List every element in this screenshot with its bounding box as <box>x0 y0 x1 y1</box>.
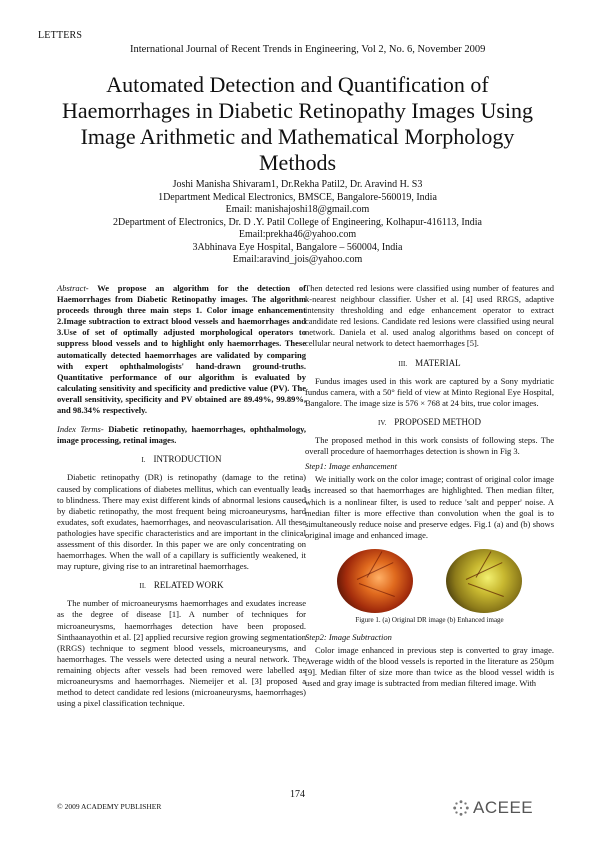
page-number: 174 <box>290 789 305 800</box>
related-work-continued: Then detected red lesions were classified using number of features and k-nearest neighbour classifier. Usher et al. [4] used RRGS, adaptive intensity thresholding and edge enhancement operator to extract candidate red lesions. Candidate red lesions were classified using neural network. Daniela et al. used analog algorithms based on concept of cellular neural network to detect haemorrhages [5]. <box>305 283 554 349</box>
aceee-logo-text: ACEEE <box>473 798 534 817</box>
index-terms <box>57 424 306 446</box>
section-heading-introduction: I. INTRODUCTION <box>141 454 222 465</box>
enhanced-image <box>446 549 522 613</box>
aceee-logo <box>452 798 533 818</box>
original-dr-image <box>337 549 413 613</box>
introduction-text: Diabetic retinopathy (DR) is retinopathy (damage to the retina) caused by complications of diabetes mellitus, which can eventually lead to blindness. There may exist different kinds of abnormal lesions caused by diabetic retinopathy, the most frequent being microaneurysms, hard exudates, soft exudates, haemorrhages, and neovascularisation. All these pathologies have specific characteristics and are important in the clinical assessment of this disorder. In this paper we are only concentrating on haemorrhages. When the wall of a capillary is sufficiently weakened, it may rupture, giving rise to an intraretinal haemorrhages. <box>57 472 306 572</box>
step1-text: We initially work on the color image; contrast of original color image is increased so that haemorrhages are highlighted. Then median filter, which is a nonlinear filter, is used to reduce 'salt and pepper' noise. A median filter is more effective than convolution when the goal is to simultaneously reduce noise and preserve edges. Fig.1 (a) and (b) shows original image and enhanced image. <box>305 474 554 540</box>
aceee-star-icon <box>452 799 470 817</box>
step2-text: Color image enhanced in previous step is converted to gray image. Average width of the blood vessels is reported in the literature as 250μm [9]. Median filter of size more than twice as the blood vessel width is used and gray image is subtracted from median filtered image. With <box>305 645 554 689</box>
index-terms-label: Index Terms- <box>57 424 104 435</box>
section-heading-related-work: II. RELATED WORK <box>139 580 224 591</box>
affiliation-3: 3Abhinava Eye Hospital, Bangalore – 560004, India <box>192 241 403 253</box>
email-3: Email:aravind_jois@yahoo.com <box>232 254 363 265</box>
journal-header: International Journal of Recent Trends in Engineering, Vol 2, No. 6, November 2009 <box>130 44 486 55</box>
related-work-text: The number of microaneurysms haemorrhages and exudates increase as the degree of disease [1]. A number of techniques for microaneurysms, haemorrhages detection have been proposed. Sinthaanayothin et al. [2] applied recursive region growing segmentation (RRGS) technique to segment blood vessels, microaneurysms, and haemorrhages. The vessels were detected using a neural network. The remaining objects after vessels had been removed were labelled as microaneurysms and haemorrhages. Niemeijer et al. [3] proposed a method to detect candidate red lesions (microaneurysms, haemorrhages) using a pixel classification technique. <box>57 598 306 709</box>
right-column <box>305 283 554 689</box>
figure-1 <box>305 547 554 615</box>
copyright: © 2009 ACADEMY PUBLISHER <box>57 802 162 811</box>
abstract-label: Abstract- <box>57 283 89 293</box>
email-1: Email: manishajoshi18@gmail.com <box>225 204 370 215</box>
step2-heading: Step2: Image Subtraction <box>305 631 392 642</box>
author-block <box>40 179 555 267</box>
section-heading-method: IV. PROPOSED METHOD <box>378 416 481 427</box>
material-text: Fundus images used in this work are captured by a Sony mydriatic fundus camera, with a 50° field of view at Minto Regional Eye Hospital, Bangalore. The image size is 576 × 768 at 24 bits, true color images. <box>305 375 554 408</box>
email-2: Email:prekha46@yahoo.com <box>238 229 357 240</box>
affiliation-2: 2Department of Electronics, Dr. D .Y. Patil College of Engineering, Kolhapur-416113, India <box>113 216 482 228</box>
affiliation-1: 1Department Medical Electronics, BMSCE, Bangalore-560019, India <box>158 191 437 203</box>
left-column <box>57 283 306 709</box>
paper-title: Automated Detection and Quantification of Haemorrhages in Diabetic Retinopathy Images Using Image Arithmetic and Mathematical Morphology Methods <box>61 72 534 175</box>
step1-heading: Step1: Image enhancement <box>305 461 398 472</box>
method-text: The proposed method in this work consists of following steps. The overall procedure of haemorrhages detection is shown in Fig 3. <box>305 435 554 457</box>
abstract-text: We propose an algorithm for the detection of Haemorrhages from Diabetic Retinopathy images. The algorithm proceeds through three main steps 1. Color image enhancement 2.Image subtraction to extract blood vessels and haemorrhages and 3.Use of set of optimally adjusted morphological operators to suppress blood vessels and to highlight only haemorrhages. These automatically detected haemorrhages are validated by comparing with expert ophthalmologists' hand-drawn ground-truths. Quantitative performance of our algorithm is evaluated by calculating sensitivity and specificity and predictive value (PV). The overall sensitivity, specificity and PV obtained are 89.49%, 99.89%, and 98.34% respectively. <box>57 283 306 416</box>
author-names: Joshi Manisha Shivaram1, Dr.Rekha Patil2, Dr. Aravind H. S3 <box>172 179 423 190</box>
figure-caption: Figure 1. (a) Original DR image (b) Enhanced image <box>355 615 504 624</box>
index-terms-text: Diabetic retinopathy, haemorrhages, ophthalmology, image processing, retinal images. <box>57 424 307 446</box>
section-tag: LETTERS <box>38 30 83 41</box>
section-heading-material: III. MATERIAL <box>398 357 461 368</box>
abstract <box>57 283 306 416</box>
